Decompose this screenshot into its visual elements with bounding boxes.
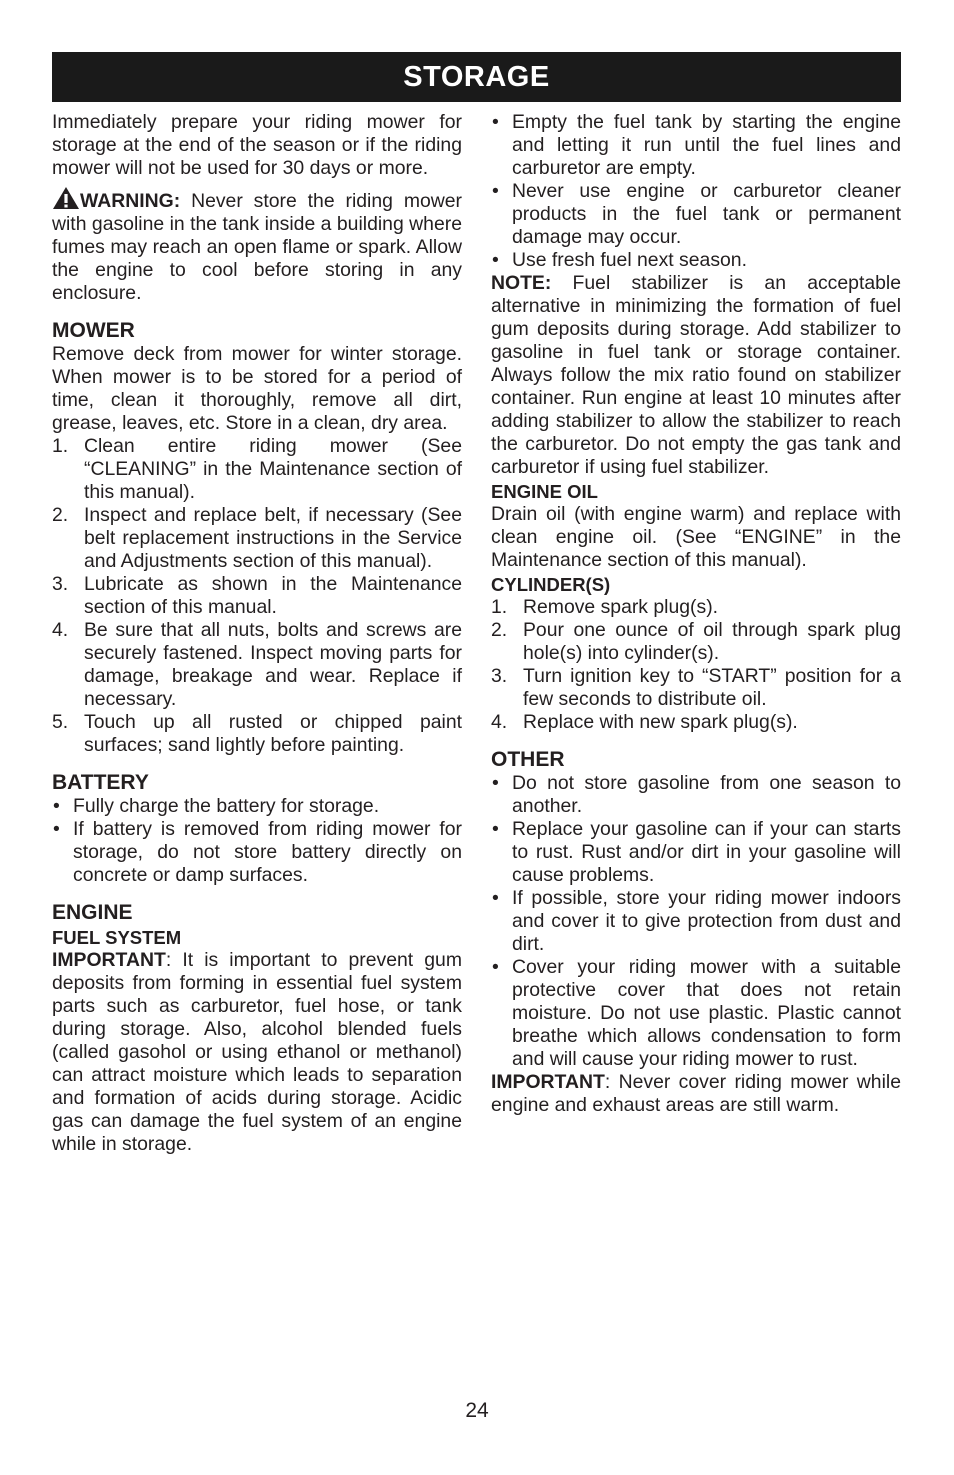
fuel-system-paragraph bbox=[52, 949, 462, 1156]
cylinders-steps-list bbox=[491, 596, 901, 734]
mower-paragraph: Remove deck from mower for winter storage. When mower is to be stored for a period of time, clean it thoroughly, remove all dirt, grease, leaves, etc. Store in a clean, dry area. bbox=[52, 343, 462, 434]
engine-oil-heading: ENGINE OIL bbox=[491, 481, 598, 502]
engine-oil-paragraph: Drain oil (with engine warm) and replace with clean engine oil. (See “ENGINE” in the Maintenance section of this manual). bbox=[491, 503, 901, 571]
list-item: • Empty the fuel tank by starting the engine and letting it run until the fuel lines and carburetor are empty. bbox=[492, 111, 901, 179]
cylinders-heading: CYLINDER(S) bbox=[491, 574, 611, 595]
list-item: 2. Pour one ounce of oil through spark plug hole(s) into cylinder(s). bbox=[491, 619, 901, 664]
page-number: 24 bbox=[465, 1399, 489, 1422]
list-item: • Replace your gasoline can if your can starts to rust. Rust and/or dirt in your gasoline will cause problems. bbox=[492, 818, 901, 886]
important-text: : Never cover riding mower while engine and exhaust areas are still warm. bbox=[491, 1071, 901, 1116]
fuel-system-heading: FUEL SYSTEM bbox=[52, 927, 182, 948]
page-title: STORAGE bbox=[403, 61, 550, 93]
other-heading: OTHER bbox=[491, 748, 565, 771]
intro-paragraph: Immediately prepare your riding mower for storage at the end of the season or if the riding mower will not be used for 30 days or more. bbox=[52, 111, 462, 179]
list-item: • If possible, store your riding mower indoors and cover it to give protection from dust and dirt. bbox=[492, 887, 901, 955]
warning-paragraph bbox=[52, 186, 462, 305]
fuel-list bbox=[491, 111, 901, 272]
note-label: NOTE: bbox=[491, 272, 552, 294]
list-item: 3. Turn ignition key to “START” position for a few seconds to distribute oil. bbox=[491, 665, 901, 710]
mower-heading: MOWER bbox=[52, 319, 135, 342]
important-paragraph bbox=[491, 1071, 901, 1117]
list-item: • Do not store gasoline from one season to another. bbox=[492, 772, 901, 817]
list-item: 5. Touch up all rusted or chipped paint surfaces; sand lightly before painting. bbox=[52, 711, 462, 756]
list-item: 3. Lubricate as shown in the Maintenance section of this manual. bbox=[52, 573, 462, 618]
battery-heading: BATTERY bbox=[52, 771, 149, 794]
list-item: • If battery is removed from riding mower for storage, do not store battery directly on concrete or damp surfaces. bbox=[53, 818, 462, 886]
fuel-system-text: : It is important to prevent gum deposits from forming in essential fuel system parts such as carburetor, fuel hose, or tank during storage. Also, alcohol blended fuels (called gasohol or using ethanol or methanol) can attract moisture which leads to separation and formation of acids during storage. Acidic gas can damage the fuel system of an engine while in storage. bbox=[52, 949, 462, 1155]
list-item: 1. Clean entire riding mower (See “CLEANING” in the Maintenance section of this manual). bbox=[52, 435, 462, 503]
page-title-banner bbox=[52, 52, 901, 102]
note-paragraph bbox=[491, 272, 901, 479]
mower-steps-list bbox=[52, 435, 462, 757]
left-column bbox=[52, 111, 462, 1156]
other-list bbox=[491, 772, 901, 1071]
list-item: 4. Replace with new spark plug(s). bbox=[491, 711, 798, 733]
list-item: • Never use engine or carburetor cleaner products in the fuel tank or permanent damage may occur. bbox=[492, 180, 901, 248]
engine-heading: ENGINE bbox=[52, 901, 133, 924]
important-label: IMPORTANT bbox=[491, 1071, 605, 1093]
list-item: 4. Be sure that all nuts, bolts and screws are securely fastened. Inspect moving parts for damage, breakage and wear. Replace if necessary. bbox=[52, 619, 462, 710]
important-label: IMPORTANT bbox=[52, 949, 166, 971]
battery-list bbox=[52, 795, 462, 887]
right-column bbox=[491, 111, 901, 1117]
list-item: 2. Inspect and replace belt, if necessary (See belt replacement instructions in the Service and Adjustments section of this manual). bbox=[52, 504, 462, 572]
note-text: Fuel stabilizer is an acceptable alternative in minimizing the formation of fuel gum deposits during storage. Add stabilizer to gasoline in fuel tank or storage container. Always follow the mix ratio found on stabilizer container. Run engine at least 10 minutes after adding stabilizer to allow the stabilizer to reach the carburetor. Do not empty the gas tank and carburetor if using fuel stabilizer. bbox=[491, 272, 901, 478]
list-item: • Use fresh fuel next season. bbox=[492, 249, 747, 271]
list-item: • Fully charge the battery for storage. bbox=[53, 795, 380, 817]
warning-triangle-icon bbox=[52, 186, 80, 210]
warning-label: WARNING: bbox=[80, 190, 181, 212]
list-item: • Cover your riding mower with a suitable protective cover that does not retain moisture. Do not use plastic. Plastic cannot breathe which allows condensation to form and will cause your riding mower to rust. bbox=[492, 956, 901, 1070]
warning-text: Never store the riding mower with gasoline in the tank inside a building where fumes may reach an open flame or spark. Allow the engine to cool before storing in any enclosure. bbox=[52, 190, 462, 304]
list-item: 1. Remove spark plug(s). bbox=[491, 596, 719, 618]
